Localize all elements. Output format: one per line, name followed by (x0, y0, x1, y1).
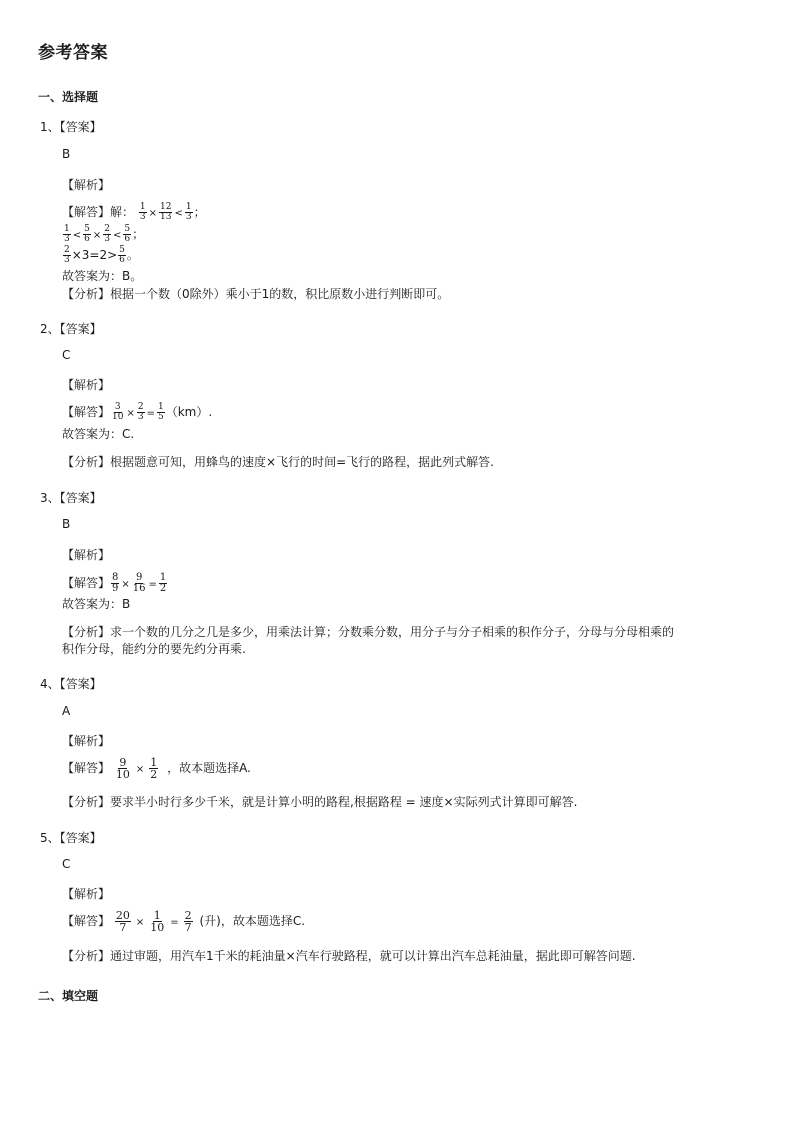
question-number: 2、 (40, 322, 60, 336)
question-5-header (40, 829, 102, 846)
question-2-conclusion: 故答案为：C. (62, 427, 135, 441)
reason-tag: 【分析】 (62, 795, 111, 809)
question-4-solve: 【解答】 $\frac{9}{10}$ × $\frac{1}{2}$ ，故本题选择A. (62, 756, 251, 781)
question-4-reason: 【分析】要求半小时行多少千米，就是计算小明的路程,根据路程 = 速度×实际列式计算即可解答. (62, 795, 578, 809)
question-3-reason-line-1: 【分析】求一个数的几分之几是多少，用乘法计算；分数乘分数，用分子与分子相乘的积作分子，分母与分母相乘的 (62, 625, 675, 639)
question-1-conclusion: 故答案为：B。 (62, 269, 143, 283)
solve-tag: 【解答】 (62, 914, 111, 928)
reason-tag: 【分析】 (62, 455, 111, 469)
question-number: 5、 (40, 831, 60, 845)
fraction: $\frac{2}{3}$ (104, 224, 110, 244)
fraction: $\frac{5}{6}$ (124, 224, 131, 244)
fraction: $\frac{1}{3}$ (185, 202, 192, 222)
question-1-solve-line-1: 【解答】解： $\frac{1}{3}$ × $\frac{12}{13}$ < $\frac{1}{3}$ ； (62, 202, 206, 222)
analysis-label: 【解析】 (62, 734, 111, 748)
fraction: $\frac{3}{10}$ (112, 402, 124, 422)
question-number: 1、 (40, 120, 60, 134)
fraction: $\frac{2}{3}$ (64, 245, 70, 265)
fraction: $\frac{1}{2}$ (159, 572, 167, 594)
question-4-header (40, 675, 102, 692)
question-3-header (40, 489, 102, 506)
solve-tag: 【解答】 (62, 405, 111, 419)
fraction: $\frac{1}{10}$ (150, 909, 165, 934)
fraction: $\frac{9}{16}$ (132, 572, 146, 594)
answer-tag: 【答案】 (59, 120, 102, 134)
question-2-answer: C (62, 348, 71, 362)
question-2-solve: 【解答】 $\frac{3}{10}$ × $\frac{2}{3}$ = $\frac{1}{5}$ （km）. (62, 402, 213, 422)
fraction: $\frac{9}{10}$ (115, 756, 130, 781)
fraction: $\frac{12}{13}$ (159, 202, 172, 222)
fraction: $\frac{1}{2}$ (150, 756, 158, 781)
fraction: $\frac{1}{3}$ (64, 224, 70, 244)
fraction: $\frac{8}{9}$ (112, 572, 119, 594)
question-number: 4、 (40, 677, 60, 691)
fraction: $\frac{20}{7}$ (115, 909, 130, 934)
question-3-reason-line-2: 积作分母，能约分的要先约分再乘. (62, 642, 246, 656)
fraction: $\frac{1}{3}$ (139, 202, 146, 222)
question-1-solve-line-2: $\frac{1}{3}$ < $\frac{5}{6}$ × $\frac{2}{3}$ < $\frac{5}{6}$ ； (64, 224, 145, 244)
page-title: 参考答案 (38, 43, 108, 63)
answer-tag: 【答案】 (59, 831, 102, 845)
analysis-label: 【解析】 (62, 887, 111, 901)
question-3-conclusion: 故答案为：B (62, 597, 131, 611)
question-2-header (40, 320, 102, 337)
fraction: $\frac{5}{6}$ (119, 245, 125, 265)
question-3-answer: B (62, 517, 71, 531)
question-5-answer: C (62, 857, 71, 871)
solve-tag: 【解答】 (62, 576, 111, 590)
reason-tag: 【分析】 (62, 625, 111, 639)
question-5-reason: 【分析】通过审题，用汽车1千米的耗油量×汽车行驶路程，就可以计算出汽车总耗油量，据此即可解答问题. (62, 949, 636, 963)
question-1-solve-line-3: $\frac{2}{3}$ ×3=2> $\frac{5}{6}$ 。 (64, 245, 139, 265)
question-number: 3、 (40, 491, 60, 505)
solve-prefix: 解： (110, 205, 135, 219)
answer-tag: 【答案】 (59, 322, 102, 336)
fraction: $\frac{1}{5}$ (157, 402, 164, 422)
fraction: $\frac{5}{6}$ (84, 224, 90, 244)
section-heading-choice: 一、选择题 (38, 90, 99, 104)
question-1-reason: 【分析】根据一个数（0除外）乘小于1的数，积比原数小进行判断即可。 (62, 287, 450, 301)
solve-tag: 【解答】 (62, 205, 111, 219)
answer-tag: 【答案】 (59, 677, 102, 691)
fraction: $\frac{2}{7}$ (184, 909, 192, 934)
fraction: $\frac{2}{3}$ (137, 402, 144, 422)
question-2-reason: 【分析】根据题意可知，用蜂鸟的速度×飞行的时间=飞行的路程，据此列式解答. (62, 455, 494, 469)
reason-tag: 【分析】 (62, 287, 111, 301)
section-heading-fill-in: 二、填空题 (38, 989, 99, 1003)
question-3-solve: 【解答】 $\frac{8}{9}$ × $\frac{9}{16}$ = $\frac{1}{2}$ (62, 572, 167, 594)
question-1-header (40, 118, 102, 135)
analysis-label: 【解析】 (62, 178, 111, 192)
analysis-label: 【解析】 (62, 378, 111, 392)
solve-tag: 【解答】 (62, 761, 111, 775)
question-1-answer: B (62, 147, 71, 161)
answer-tag: 【答案】 (59, 491, 102, 505)
question-4-answer: A (62, 704, 71, 718)
reason-tag: 【分析】 (62, 949, 111, 963)
analysis-label: 【解析】 (62, 548, 111, 562)
question-5-solve: 【解答】 $\frac{20}{7}$ × $\frac{1}{10}$ = $\frac{2}{7}$ (升)，故本题选择C. (62, 909, 306, 934)
